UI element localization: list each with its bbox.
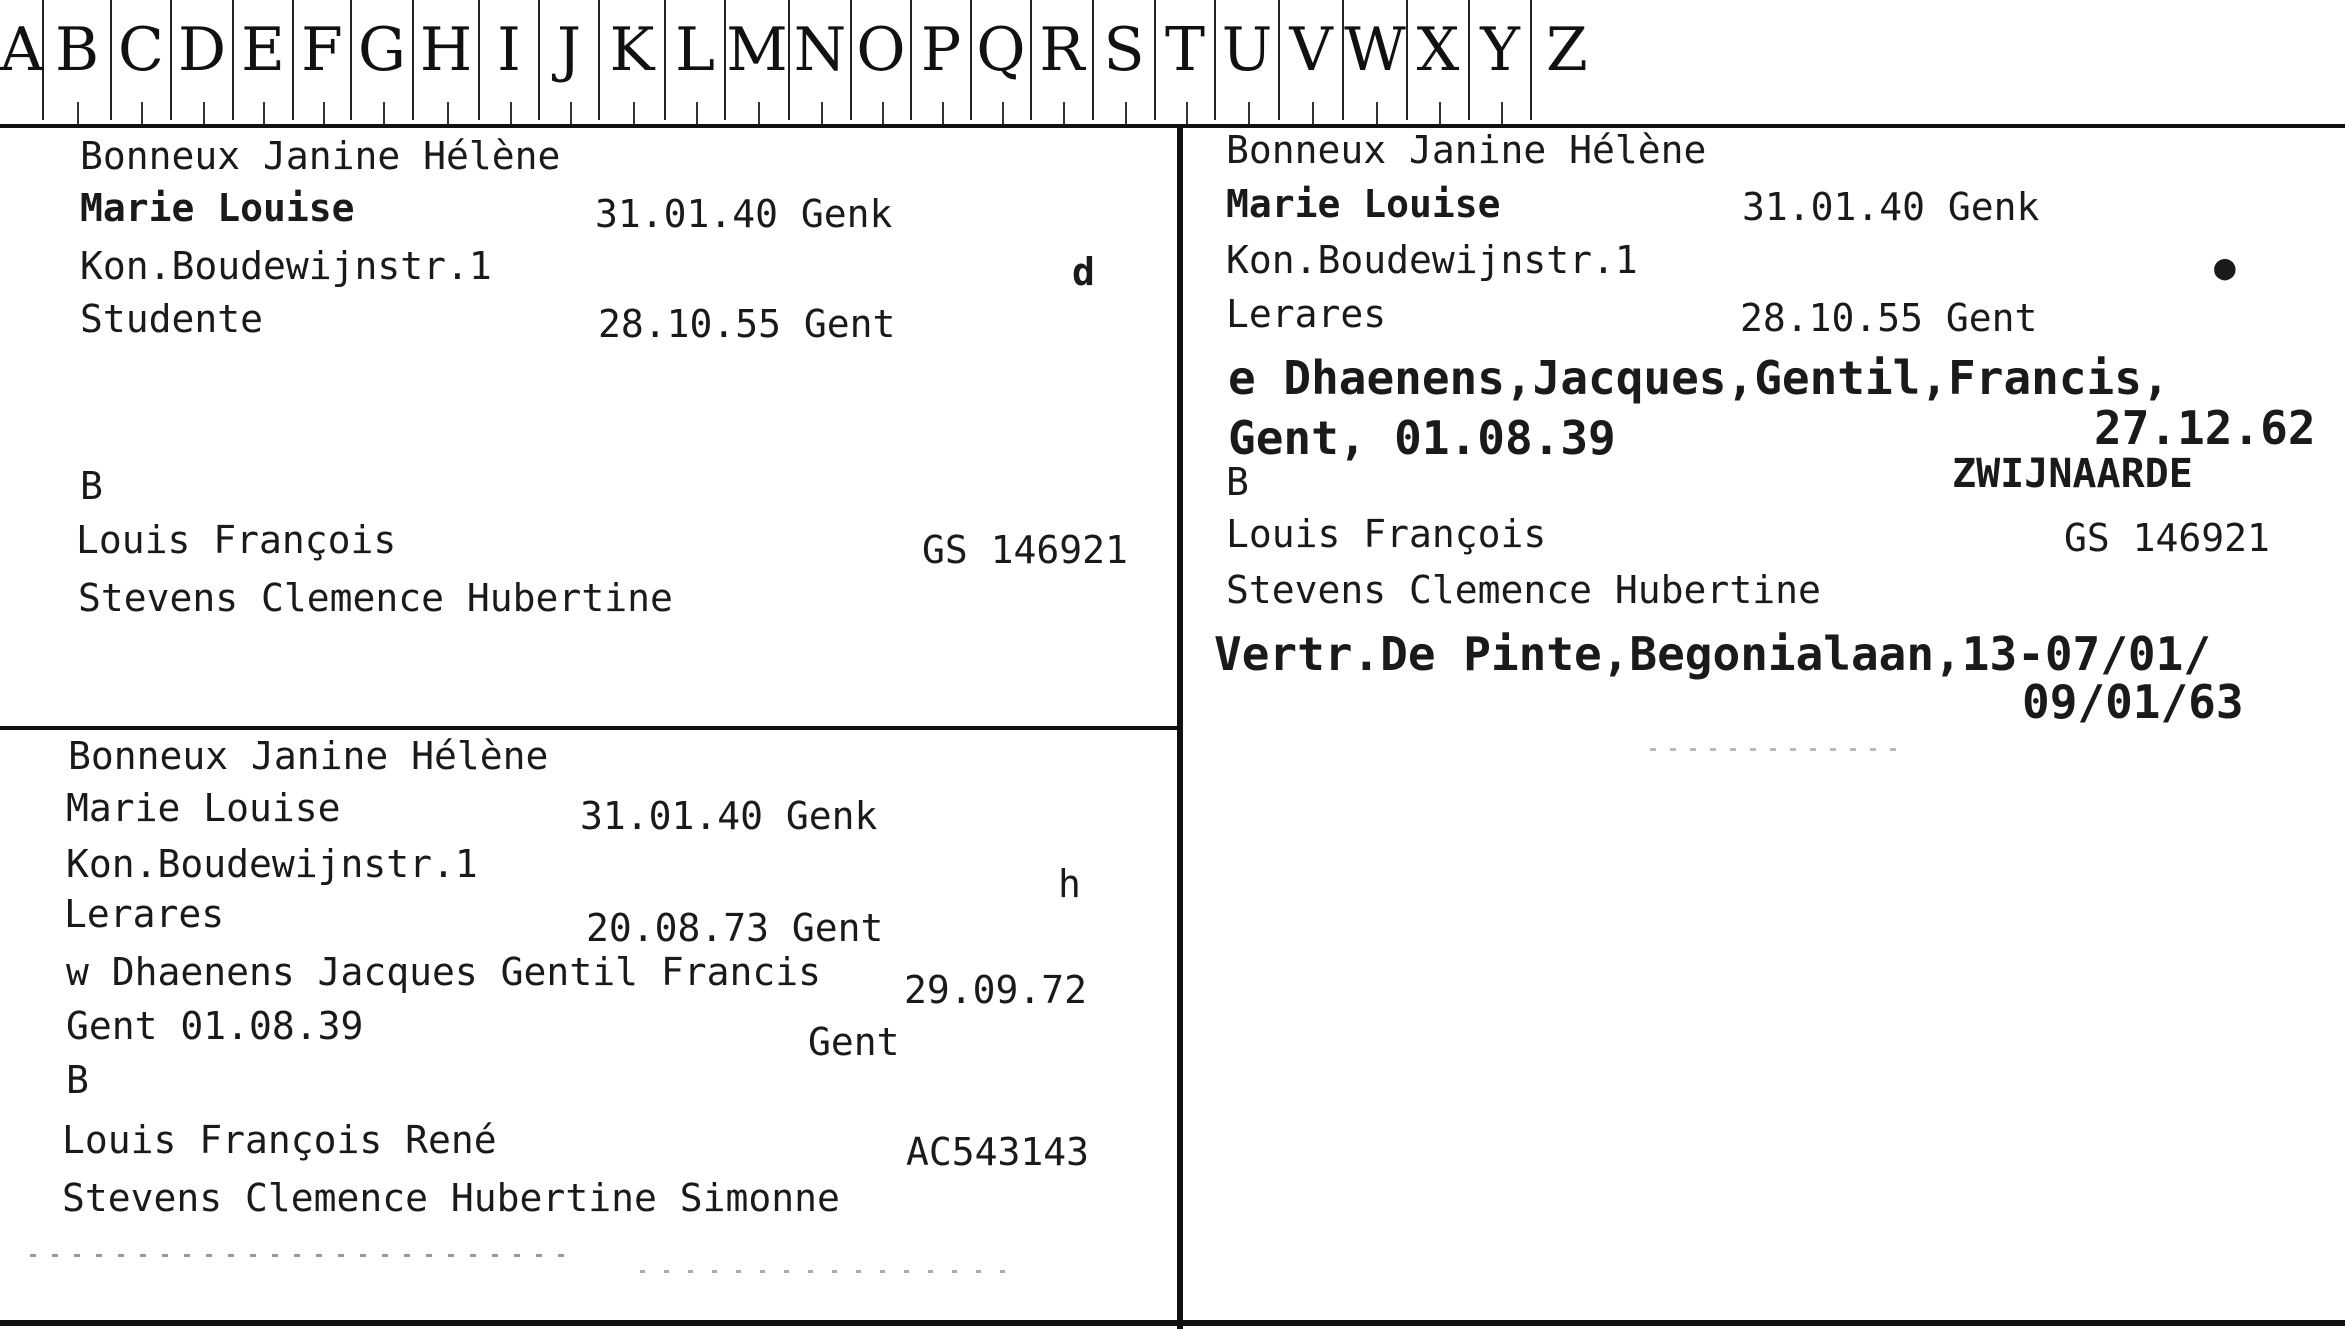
card2-registration: 28.10.55 Gent bbox=[1740, 296, 2038, 340]
index-tick bbox=[882, 102, 884, 124]
index-letter: H bbox=[414, 0, 480, 120]
index-tick bbox=[1002, 102, 1004, 124]
card2-id-number: GS 146921 bbox=[2064, 516, 2270, 560]
index-letter: T bbox=[1156, 0, 1216, 120]
card2-departure: Vertr.De Pinte,Begonialaan,13-07/01/ bbox=[1214, 627, 2211, 681]
card1-mark: d bbox=[1072, 250, 1095, 294]
card3-father: Louis François René bbox=[62, 1118, 497, 1162]
index-tick bbox=[1501, 102, 1503, 124]
index-letter: F bbox=[294, 0, 352, 120]
index-tick bbox=[1439, 102, 1441, 124]
index-letter: O bbox=[852, 0, 912, 120]
card3-spouse-birth: Gent 01.08.39 bbox=[66, 1004, 364, 1048]
card1-profession: Studente bbox=[80, 297, 264, 341]
card1-mother: Stevens Clemence Hubertine bbox=[78, 576, 673, 620]
index-letter: P bbox=[912, 0, 972, 120]
card2-address: Kon.Boudewijnstr.1 bbox=[1226, 238, 1638, 282]
index-tick bbox=[570, 102, 572, 124]
index-tick bbox=[323, 102, 325, 124]
index-letter: C bbox=[112, 0, 172, 120]
index-tick bbox=[1376, 102, 1378, 124]
card2-given-names: Marie Louise bbox=[1226, 182, 1501, 226]
index-tick bbox=[1312, 102, 1314, 124]
index-letter: N bbox=[790, 0, 852, 120]
index-letter: J bbox=[540, 0, 600, 120]
index-letter: U bbox=[1216, 0, 1280, 120]
index-letter: K bbox=[600, 0, 666, 120]
index-tick bbox=[942, 102, 944, 124]
card2-marriage-place: ZWIJNAARDE bbox=[1952, 451, 2193, 497]
index-letter: Y bbox=[1470, 0, 1532, 120]
card2-father: Louis François bbox=[1226, 512, 1547, 556]
index-tick bbox=[77, 102, 79, 124]
card3-profession: Lerares bbox=[64, 892, 225, 936]
card3-spouse-place: Gent bbox=[808, 1020, 900, 1064]
card1-address: Kon.Boudewijnstr.1 bbox=[80, 244, 492, 288]
index-tick bbox=[263, 102, 265, 124]
index-letter: X bbox=[1408, 0, 1470, 120]
alphabet-index bbox=[0, 0, 2345, 128]
index-tick bbox=[203, 102, 205, 124]
card3-id-number: AC543143 bbox=[906, 1130, 1090, 1174]
card1-name: Bonneux Janine Hélène bbox=[80, 134, 561, 178]
card-divider-horizontal bbox=[0, 726, 1180, 730]
index-tick bbox=[1248, 102, 1250, 124]
card1-given-names: Marie Louise bbox=[80, 186, 355, 230]
index-letter: S bbox=[1094, 0, 1156, 120]
card3-nationality: B bbox=[66, 1058, 89, 1102]
faint-residue bbox=[640, 1270, 1020, 1273]
card2-spouse: e Dhaenens,Jacques,Gentil,Francis, bbox=[1228, 351, 2170, 405]
card2-name: Bonneux Janine Hélène bbox=[1226, 128, 1707, 172]
card3-given-names: Marie Louise bbox=[66, 786, 341, 830]
card1-registration: 28.10.55 Gent bbox=[598, 302, 896, 346]
card3-registration: 20.08.73 Gent bbox=[586, 906, 884, 950]
faint-residue bbox=[30, 1254, 570, 1257]
card3-spouse-date: 29.09.72 bbox=[904, 968, 1088, 1012]
card2-birth: 31.01.40 Genk bbox=[1742, 185, 2040, 229]
index-tick bbox=[141, 102, 143, 124]
index-letter: E bbox=[234, 0, 294, 120]
card2-marriage-date: 27.12.62 bbox=[2094, 401, 2316, 455]
card3-address: Kon.Boudewijnstr.1 bbox=[66, 842, 478, 886]
index-tick bbox=[821, 102, 823, 124]
index-letter: Z bbox=[1546, 15, 1588, 85]
index-tick bbox=[633, 102, 635, 124]
card3-name: Bonneux Janine Hélène bbox=[68, 734, 549, 778]
index-tick bbox=[383, 102, 385, 124]
index-tick bbox=[1063, 102, 1065, 124]
card3-mother: Stevens Clemence Hubertine Simonne bbox=[62, 1176, 840, 1220]
index-letter: W bbox=[1344, 0, 1408, 120]
card1-birth: 31.01.40 Genk bbox=[595, 192, 893, 236]
index-letter: L bbox=[666, 0, 726, 120]
card3-spouse: w Dhaenens Jacques Gentil Francis bbox=[66, 950, 821, 994]
index-letter: M bbox=[726, 0, 790, 120]
index-letter: Q bbox=[972, 0, 1032, 120]
index-letter: B bbox=[44, 0, 112, 120]
card2-profession: Lerares bbox=[1226, 292, 1387, 336]
card2-spouse-birth: Gent, 01.08.39 bbox=[1228, 411, 1616, 465]
index-tick bbox=[1125, 102, 1127, 124]
index-letter: V bbox=[1280, 0, 1344, 120]
index-letter: I bbox=[480, 0, 540, 120]
index-letter: G bbox=[352, 0, 414, 120]
card2-nationality: B bbox=[1226, 460, 1249, 504]
card1-father: Louis François bbox=[76, 518, 397, 562]
stamp-mark-icon: ● bbox=[2214, 247, 2236, 288]
index-tick bbox=[510, 102, 512, 124]
card1-id-number: GS 146921 bbox=[922, 528, 1128, 572]
card3-mark: h bbox=[1058, 862, 1081, 906]
index-letter: D bbox=[172, 0, 234, 120]
sheet-bottom-rule bbox=[0, 1320, 2345, 1326]
card2-mother: Stevens Clemence Hubertine bbox=[1226, 568, 1821, 612]
card1-nationality: B bbox=[80, 464, 103, 508]
card2-departure-date: 09/01/63 bbox=[2022, 675, 2244, 729]
index-tick bbox=[758, 102, 760, 124]
index-tick bbox=[1186, 102, 1188, 124]
index-letter: A bbox=[0, 0, 44, 120]
index-tick bbox=[696, 102, 698, 124]
card3-birth: 31.01.40 Genk bbox=[580, 794, 878, 838]
index-tick bbox=[447, 102, 449, 124]
index-letter: R bbox=[1032, 0, 1094, 120]
faint-residue bbox=[1650, 748, 1910, 751]
